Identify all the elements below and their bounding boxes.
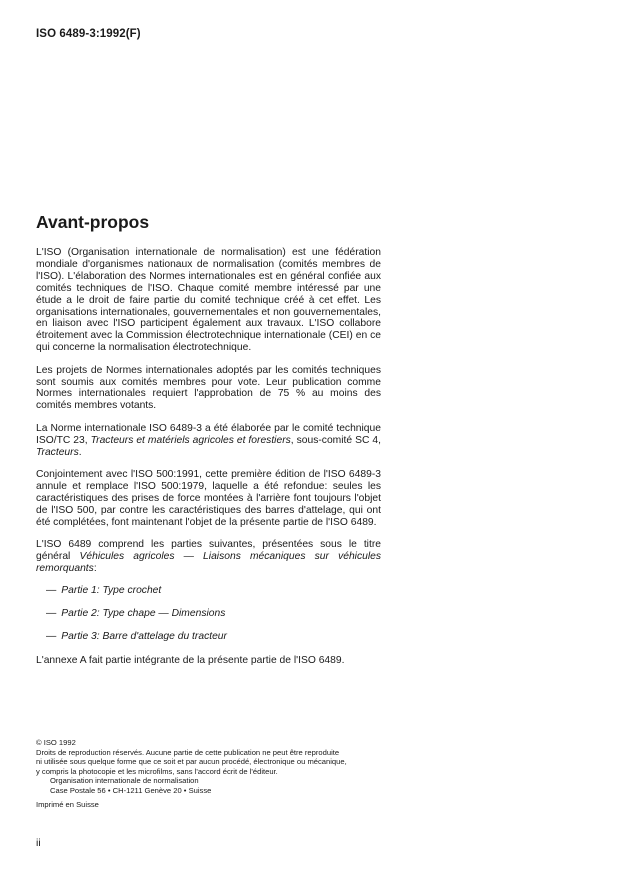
- copyright-symbol-line: © ISO 1992: [36, 738, 76, 747]
- copyright-rights-line: Droits de reproduction réservés. Aucune partie de cette publication ne peut être reproduite: [36, 747, 340, 757]
- list-item: [46, 608, 381, 620]
- paragraph-committee: [36, 423, 381, 459]
- list-item-text: Partie 3: Barre d'attelage du tracteur: [61, 631, 227, 643]
- list-item-text: Partie 2: Type chape — Dimensions: [61, 608, 226, 620]
- subcommittee-name: Tracteurs: [36, 446, 79, 458]
- paragraph-edition: Conjointement avec l'ISO 500:1991, cette première édition de l'ISO 6489-3 annule et remplace l'ISO 500:1979, laquelle a été refondue: seules les caractéristiques des prises de force montées à l'arrière font toujours l'objet de l'ISO 500, par contre les caractéristiques des barres d'attelage, qui ont été complétées, font maintenant l'objet de la présente partie de l'ISO 6489.: [36, 469, 381, 528]
- list-dash: —: [46, 608, 57, 620]
- paragraph-iso-intro: L'ISO (Organisation internationale de normalisation) est une fédération mondiale d'organismes nationaux de normalisation (comités membres de l'ISO). L'élaboration des Normes internationales est en général confiée aux comités techniques de l'ISO. Chaque comité membre intéressé par une étude a le droit de faire partie du comité technique créé à cet effet. Les organisations internationales, gouvernementales et non gouvernementales, en liaison avec l'ISO participent également aux travaux. L'ISO collabore étroitement avec la Commission électrotechnique internationale (CEI) en ce qui concerne la normalisation électrotechnique.: [36, 247, 381, 354]
- list-dash: —: [46, 631, 57, 643]
- paragraph-annex: L'annexe A fait partie intégrante de la présente partie de l'ISO 6489.: [36, 654, 345, 666]
- section-title: Avant-propos: [36, 212, 150, 232]
- paragraph-parts-intro: [36, 539, 381, 575]
- document-code: ISO 6489-3:1992(F): [36, 28, 141, 40]
- list-item: [46, 585, 381, 597]
- organisation-address: Case Postale 56 • CH-1211 Genève 20 • Suisse: [50, 785, 212, 795]
- committee-text-mid: , sous-comité SC 4,: [290, 434, 381, 446]
- committee-text-start: La Norme internationale ISO 6489-3 a été élaborée par le comité technique ISO/TC 23,: [36, 422, 381, 446]
- foreword-body: [36, 247, 381, 677]
- parts-intro-start: L'ISO 6489 comprend les parties suivantes, présentées sous le titre général: [36, 539, 381, 562]
- parts-general-title: Véhicules agricoles — Liaisons mécaniques sur véhicules remorquants: [36, 550, 381, 574]
- organisation-name: Organisation internationale de normalisation: [50, 776, 199, 786]
- parts-intro-end: :: [93, 562, 97, 574]
- list-dash: —: [46, 585, 57, 597]
- parts-list: [46, 585, 381, 643]
- copyright-notice: [36, 738, 386, 809]
- page-number: ii: [36, 837, 41, 849]
- list-item: [46, 631, 381, 643]
- list-item-text: Partie 1: Type crochet: [61, 585, 162, 597]
- copyright-rights-line: y compris la photocopie et les microfilms, sans l'accord écrit de l'éditeur.: [36, 766, 278, 776]
- printed-in: Imprimé en Suisse: [36, 799, 99, 809]
- committee-name: Tracteurs et matériels agricoles et forestiers: [90, 434, 291, 446]
- paragraph-voting: Les projets de Normes internationales adoptés par les comités techniques sont soumis aux comités membres pour vote. Leur publication comme Normes internationales requiert l'approbation de 75 % au moins des comités membres votants.: [36, 364, 381, 412]
- committee-text-end: .: [78, 446, 82, 458]
- copyright-rights-line: ni utilisée sous quelque forme que ce soit et par aucun procédé, électronique ou mécanique,: [36, 757, 347, 767]
